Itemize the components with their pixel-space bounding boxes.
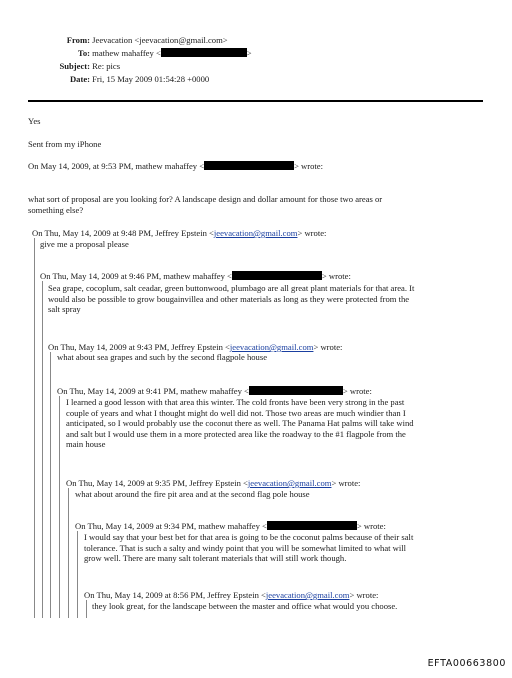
bates-number: EFTA00663800 (427, 658, 506, 670)
subject-row (0, 61, 120, 72)
date-row (0, 74, 209, 85)
quote-bar (50, 352, 51, 618)
email-link[interactable]: jeevacation@gmail.com (265, 590, 350, 600)
attribution-line: On Thu, May 14, 2009 at 9:43 PM, Jeffrey Epstein <jeevacation@gmail.com> wrote: (48, 342, 343, 352)
attribution-line: On Thu, May 14, 2009 at 9:46 PM, mathew mahaffey < > wrote: (40, 271, 351, 281)
from-row (0, 35, 228, 46)
attribution-line: On Thu, May 14, 2009 at 8:56 PM, Jeffrey Epstein <jeevacation@gmail.com> wrote: (84, 590, 379, 600)
signature: Sent from my iPhone (28, 139, 102, 149)
redaction-bar (161, 48, 247, 57)
email-link[interactable]: jeevacation@gmail.com (229, 342, 314, 352)
attribution-line: On Thu, May 14, 2009 at 9:35 PM, Jeffrey Epstein <jeevacation@gmail.com> wrote: (66, 478, 361, 488)
to-value-suffix: > (246, 48, 252, 58)
message-body: what about sea grapes and such by the second flagpole house (57, 352, 268, 362)
message-body: give me a proposal please (40, 239, 129, 249)
subject-label: Subject: (59, 61, 90, 71)
quote-bar (77, 531, 78, 618)
message-body: Sea grape, cocoplum, salt ceadar, green buttonwood, plumbago are all great plant materials for that area. It would also be possible to grow bougainvillea and other materials as long as they were protected from the salt spray (48, 283, 415, 315)
quote-bar (42, 281, 43, 618)
quote-bar (59, 396, 60, 618)
attribution-line: On Thu, May 14, 2009 at 9:41 PM, mathew mahaffey < > wrote: (57, 386, 372, 396)
quote-bar (34, 238, 35, 618)
redaction-bar (249, 386, 343, 395)
reply-text: Yes (28, 116, 41, 126)
message-body: I learned a good lesson with that area this winter. The cold fronts have been very strong in the past couple of years and what I thought might do well did not. Those two areas are much windier than I anticipated, so I would probably use the coconut there as well. The Panama Hat palms will take wind and salt but I would use them in a more protected area like the roadway to the #1 flagpole from the main house (66, 397, 414, 450)
attribution-line: On Thu, May 14, 2009 at 9:48 PM, Jeffrey Epstein <jeevacation@gmail.com> wrote: (32, 228, 327, 238)
to-value-prefix: mathew mahaffey < (92, 48, 161, 58)
message-body: what about around the fire pit area and at the second flag pole house (75, 489, 310, 499)
date-value: Fri, 15 May 2009 01:54:28 +0000 (92, 74, 210, 84)
email-link[interactable]: jeevacation@gmail.com (247, 478, 332, 488)
redaction-bar (232, 271, 322, 280)
redaction-bar (267, 521, 357, 530)
from-label: From: (66, 35, 90, 45)
date-label: Date: (69, 74, 90, 84)
subject-value: Re: pics (92, 61, 121, 71)
header-divider (28, 100, 483, 102)
attribution-line: On May 14, 2009, at 9:53 PM, mathew mahaffey < > wrote: (28, 161, 324, 171)
quote-bar (68, 488, 69, 618)
from-value: Jeevacation <jeevacation@gmail.com> (92, 35, 228, 45)
attribution-line: On Thu, May 14, 2009 at 9:34 PM, mathew mahaffey < > wrote: (75, 521, 386, 531)
message-body: what sort of proposal are you looking for? A landscape design and dollar amount for those two areas or something else? (28, 194, 383, 215)
quote-bar (86, 600, 87, 618)
message-body: I would say that your best bet for that area is going to be the coconut palms because of their salt tolerance. That is such a salty and windy point that you will be somewhat limited to what will grow well. There are many salt tolerant materials that will still work though. (84, 532, 414, 564)
message-body: they look great, for the landscape between the master and office what would you choose. (92, 601, 398, 611)
email-link[interactable]: jeevacation@gmail.com (213, 228, 298, 238)
to-label: To: (77, 48, 90, 58)
redaction-bar (204, 161, 294, 170)
to-row (0, 48, 252, 59)
